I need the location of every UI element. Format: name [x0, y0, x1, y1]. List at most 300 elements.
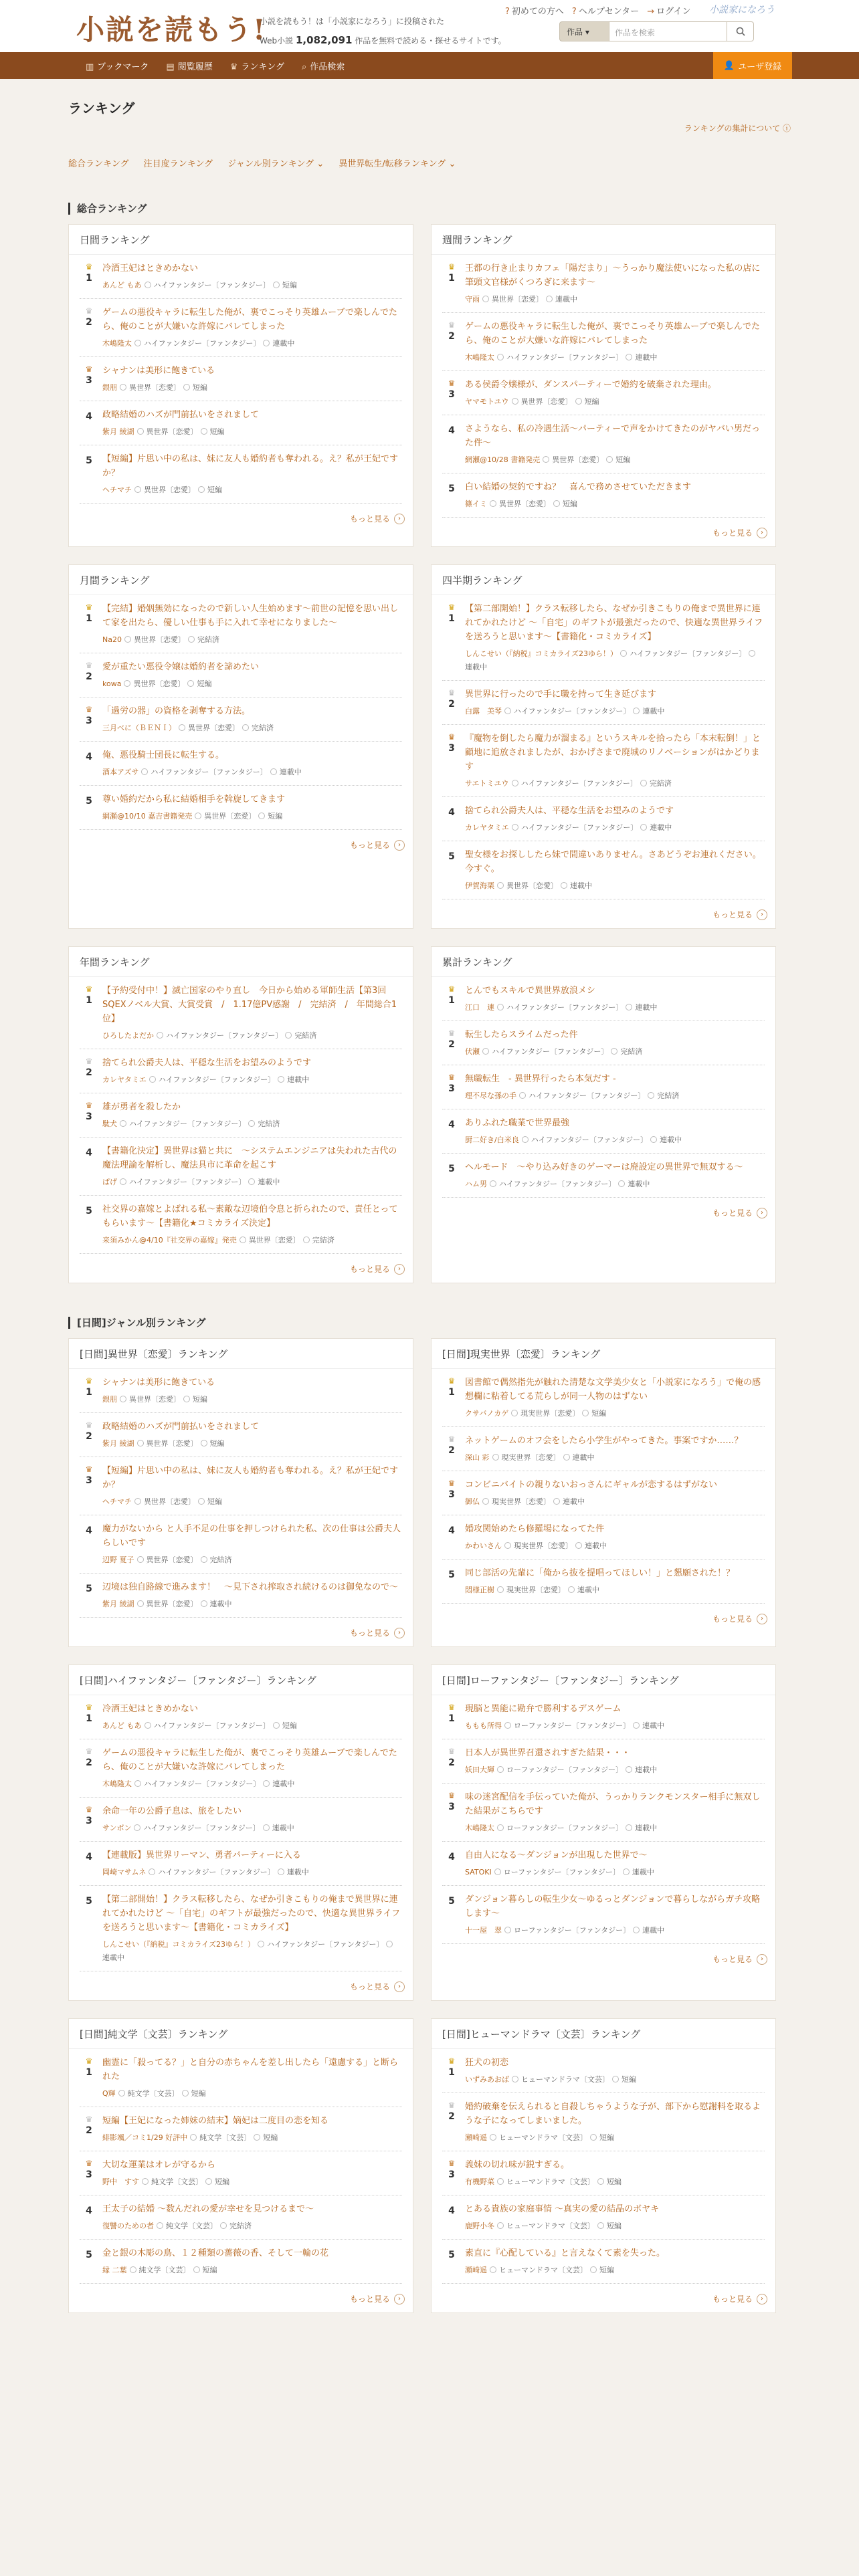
- help-link[interactable]: ? ヘルプセンター: [571, 7, 640, 17]
- novel-title-link[interactable]: ゲームの悪役キャラに転生した俺が、裏でこっそり英雄ムーブで楽しんでたら、俺のことが大嫌いな許嫁にバレてしまった: [102, 308, 397, 332]
- genre-icon: [118, 2090, 125, 2097]
- author-link[interactable]: 守雨: [465, 295, 480, 304]
- genre-label: 異世界〔恋愛〕: [144, 486, 195, 494]
- rank-number: 5: [86, 1584, 92, 1594]
- ranking-item: [442, 1515, 765, 1560]
- novel-title-link[interactable]: ある侯爵令嬢様が、ダンスパーティーで婚約を破棄された理由。: [465, 380, 717, 390]
- genre-label: 純文学〔文芸〕: [151, 2177, 203, 2186]
- author-link[interactable]: 厨二好き/白米良: [465, 1136, 519, 1144]
- novel-title-link[interactable]: とある貴族の家庭事情 〜真実の愛の結晶のボヤキ: [465, 2204, 660, 2214]
- genre-icon: [157, 1032, 163, 1039]
- novel-title-link[interactable]: 味の迷宮配信を手伝っていた俺が、うっかりランクモンスター相手に無双した結果がこちらです: [465, 1792, 761, 1816]
- nav-bookmark[interactable]: ▥ ブックマーク: [86, 62, 149, 72]
- novel-meta: [465, 880, 765, 891]
- novel-title-link[interactable]: 雄が勇者を殺したか: [102, 1102, 181, 1112]
- author-link[interactable]: 理不尽な孫の手: [465, 1091, 516, 1100]
- rank-badge: [80, 748, 98, 777]
- tab-genre[interactable]: ジャンル別ランキング ⌄: [227, 159, 324, 169]
- genre-label: ハイファンタジー〔ファンタジー〕: [166, 1031, 283, 1040]
- narou-brand-link[interactable]: 小説家になろう: [709, 5, 775, 15]
- status-label: 連載中: [577, 1586, 599, 1594]
- novel-title-link[interactable]: 日本人が異世界召還されすぎた結果・・・: [465, 1748, 631, 1758]
- ranking-item: [442, 2151, 765, 2195]
- history-icon: ▤: [166, 62, 175, 72]
- ranking-card: [431, 946, 776, 1283]
- author-link[interactable]: 伏瀬: [465, 1047, 480, 1056]
- author-link[interactable]: 網瀬@10/28 書籍発売: [465, 455, 541, 464]
- more-link[interactable]: もっと見る ›: [69, 1618, 413, 1646]
- status-label: 短編: [193, 383, 207, 392]
- novel-title-link[interactable]: 【第二部開始！】クラス転移したら、なぜか引きこもりの俺まで異世界に連れてかれたけど 〜「自宅」のギフトが最強だったので、快適な異世界ライフを送ろうと思います〜【書籍化・コミカライズ】: [102, 1895, 401, 1933]
- chevron-down-icon: ⌄: [448, 159, 456, 169]
- author-link[interactable]: いずみあおば: [465, 2075, 509, 2084]
- genre-label: ハイファンタジー〔ファンタジー〕: [153, 1721, 270, 1730]
- novel-meta: [102, 1394, 402, 1404]
- author-link[interactable]: あんど もあ: [102, 1721, 142, 1730]
- beginner-link[interactable]: ? 初めての方へ: [505, 7, 564, 17]
- site-header: [0, 0, 859, 52]
- novel-title-link[interactable]: ありふれた職業で世界最強: [465, 1118, 570, 1128]
- rank-number: 2: [86, 671, 92, 682]
- author-link[interactable]: 伊賀海栗: [465, 881, 494, 890]
- author-link[interactable]: ぱげ: [102, 1178, 117, 1186]
- novel-title-link[interactable]: 大切な運業はオレが守るから: [102, 2160, 216, 2170]
- genre-label: ハイファンタジー〔ファンタジー〕: [520, 779, 638, 788]
- author-link[interactable]: かわいさん: [465, 1541, 502, 1550]
- rank-badge: [80, 602, 98, 645]
- rank-badge: [80, 1580, 98, 1609]
- ranking-item: [80, 1457, 402, 1515]
- novel-title-link[interactable]: 幽霊に「殺ってる？」と自分の赤ちゃんを差し出したら「遠慮する」と断られた: [102, 2058, 399, 2082]
- rank-number: 5: [86, 796, 92, 807]
- genre-label: 異世界〔恋愛〕: [552, 455, 604, 464]
- status-label: 短編: [215, 2177, 230, 2186]
- novel-title-link[interactable]: 同じ部活の先輩に「俺から抜を提唱ってほしい！」と懇願された！？: [465, 1568, 735, 1578]
- novel-title-link[interactable]: 余命一年の公爵子息は、旅をしたい: [102, 1806, 242, 1816]
- card-title: [日間]ハイファンタジー〔ファンタジー〕ランキング: [69, 1665, 413, 1695]
- status-label: 短編: [191, 2089, 206, 2098]
- status-label: 連載中: [635, 1824, 658, 1832]
- login-icon: →: [647, 7, 655, 17]
- rank-badge: [80, 364, 98, 393]
- rank-badge: [442, 378, 461, 407]
- author-link[interactable]: 鹿野小冬: [465, 2222, 494, 2230]
- chevron-right-icon: ›: [757, 528, 767, 538]
- author-link[interactable]: ヘチマチ: [102, 1497, 132, 1506]
- genre-icon: [120, 384, 126, 391]
- rank-badge: [80, 1464, 98, 1507]
- genre-icon: [504, 1927, 511, 1933]
- rank-badge: [442, 2202, 461, 2231]
- rank-number: 4: [448, 425, 455, 436]
- status-label: 連載中: [660, 1136, 682, 1144]
- rank-number: 4: [86, 411, 92, 422]
- novel-meta: [465, 1540, 765, 1551]
- status-label: 連載中: [272, 1824, 294, 1832]
- author-link[interactable]: 紫月 綾湖: [102, 1600, 134, 1608]
- more-link[interactable]: もっと見る ›: [432, 518, 775, 546]
- novel-title-link[interactable]: 俺、悪役騎士団長に転生する。: [102, 750, 225, 760]
- rank-number: 2: [86, 317, 92, 328]
- chevron-right-icon: ›: [757, 1208, 767, 1218]
- search-type-select[interactable]: 作品 ▾: [559, 21, 609, 41]
- author-link[interactable]: 木嶋隆太: [465, 1824, 494, 1832]
- tab-attention[interactable]: 注目度ランキング: [143, 159, 213, 169]
- register-button[interactable]: 👤 ユーザ登録: [713, 52, 792, 79]
- novel-meta: [102, 2220, 402, 2231]
- novel-title-link[interactable]: さようなら、私の冷遇生活〜パーティーで声をかけてきたのがヤバい男だった件〜: [465, 424, 760, 448]
- status-icon: [561, 882, 567, 889]
- novel-title-link[interactable]: ダンジョン暮らしの転生少女〜ゆるっとダンジョンで暮らしながらガチ攻略します〜: [465, 1895, 761, 1919]
- novel-title-link[interactable]: 婚攻関始めたら修羅場になってた件: [465, 1524, 605, 1534]
- novel-meta: [102, 811, 402, 821]
- nav-search[interactable]: ⌕ 作品検索: [301, 62, 345, 72]
- card-title: [日間]純文学〔文芸〕ランキング: [69, 2019, 413, 2049]
- rank-badge: [442, 804, 461, 833]
- nav-ranking[interactable]: ♛ ランキング: [229, 62, 284, 72]
- status-icon: [242, 724, 249, 731]
- author-link[interactable]: 来須みかん@4/10『社交界の嘉嫁』発売: [102, 1236, 237, 1245]
- novel-meta: [102, 1438, 402, 1448]
- novel-title-link[interactable]: 【書籍化決定】異世界は猫と共に 〜システムエンジニアは失われた古代の魔法理論を解析し、魔法具市に革命を起こす: [102, 1146, 397, 1170]
- genre-label: 異世界〔恋愛〕: [188, 724, 240, 732]
- status-icon: [220, 2222, 227, 2229]
- novel-title-link[interactable]: シャナンは美形に飽きている: [102, 1378, 215, 1388]
- genre-label: ハイファンタジー〔ファンタジー〕: [144, 1780, 261, 1788]
- genre-icon: [149, 1076, 156, 1083]
- author-link[interactable]: Na20: [102, 635, 122, 644]
- author-link[interactable]: Q輝: [102, 2089, 116, 2098]
- genre-label: 純文学〔文芸〕: [199, 2133, 252, 2142]
- status-label: 短編: [193, 1395, 207, 1404]
- author-link[interactable]: 紫月 綾湖: [102, 1439, 134, 1448]
- rank-badge: [80, 1522, 98, 1565]
- author-link[interactable]: ハム男: [465, 1180, 487, 1188]
- status-label: 短編: [599, 2266, 614, 2274]
- author-link[interactable]: 妖田大輝: [465, 1765, 494, 1774]
- novel-title-link[interactable]: シャナンは美形に飽きている: [102, 366, 215, 376]
- genre-label: ヒューマンドラマ〔文芸〕: [506, 2222, 595, 2230]
- about-ranking-link[interactable]: ランキングの集計について ⓘ: [684, 124, 791, 133]
- novel-title-link[interactable]: 自由人になる〜ダンジョンが出現した世界で〜: [465, 1850, 648, 1860]
- author-link[interactable]: 銀朋: [102, 383, 117, 392]
- author-link[interactable]: あんど もあ: [102, 281, 142, 290]
- ranking-item: [442, 1842, 765, 1886]
- author-link[interactable]: カレヤタミエ: [465, 823, 509, 832]
- ranking-card: [68, 1338, 413, 1647]
- novel-title-link[interactable]: 白い結婚の契約ですね？ 喜んで務めさせていただきます: [465, 482, 692, 492]
- more-link[interactable]: もっと見る ›: [69, 504, 413, 532]
- rank-badge: [80, 2158, 98, 2187]
- novel-title-link[interactable]: 金と銀の木彫の鳥、１２種類の薔薇の香、そして一輪の花: [102, 2248, 329, 2258]
- rank-number: 4: [448, 1525, 455, 1536]
- author-link[interactable]: ヘチマチ: [102, 486, 132, 494]
- novel-title-link[interactable]: 捨てられ公爵夫人は、平穏な生活をお望みのようです: [465, 806, 674, 816]
- card-title: 週間ランキング: [432, 225, 775, 255]
- status-label: 完結済: [657, 1091, 680, 1100]
- novel-meta: [465, 1178, 765, 1189]
- genre-icon: [134, 486, 141, 493]
- author-link[interactable]: 三月べに（ＢＥＮＩ）: [102, 724, 176, 732]
- more-link[interactable]: もっと見る ›: [432, 1198, 775, 1226]
- rank-number: 4: [448, 807, 455, 818]
- author-link[interactable]: 緋影颯／コミ1/29 好評中: [102, 2133, 188, 2142]
- genre-label: 現実世界〔恋愛〕: [501, 1453, 561, 1462]
- author-link[interactable]: 紫月 綾湖: [102, 427, 134, 436]
- novel-title-link[interactable]: 短編【王妃になった姉妹の結末】嫡妃は二度目の恋を知る: [102, 2116, 329, 2126]
- novel-title-link[interactable]: 【完結】婚姻無効になったので新しい人生始めます〜前世の記憶を思い出して家を出たら、優しい仕事も手に入れて幸せになりました〜: [102, 604, 399, 628]
- rank-badge: [442, 1072, 461, 1101]
- author-link[interactable]: クサバノカゲ: [465, 1409, 509, 1418]
- novel-title-link[interactable]: ゲームの悪役キャラに転生した俺が、裏でこっそり英雄ムーブで楽しんでたら、俺のことが大嫌いな許嫁にバレてしまった: [465, 322, 760, 346]
- novel-title-link[interactable]: 転生したらスライムだった件: [465, 1030, 578, 1040]
- ranking-item: [80, 977, 402, 1049]
- genre-label: 異世界〔恋愛〕: [146, 1600, 198, 1608]
- crown-icon: ♛: [448, 1029, 456, 1038]
- author-link[interactable]: 篠イミ: [465, 500, 487, 508]
- author-link[interactable]: 駄犬: [102, 1119, 117, 1128]
- author-link[interactable]: 木嶋隆太: [102, 339, 132, 348]
- author-link[interactable]: 十一屋 翠: [465, 1926, 502, 1935]
- author-link[interactable]: しんこせい（『納税』コミカライズ23ゆら！）: [465, 649, 618, 658]
- genre-label: 異世界〔恋愛〕: [146, 1439, 198, 1448]
- genre-label: 純文学〔文芸〕: [166, 2222, 217, 2230]
- author-link[interactable]: 網瀬@10/10 嘉吉書籍発売: [102, 812, 193, 821]
- genre-label: 異世界〔恋愛〕: [506, 881, 558, 890]
- user-icon: 👤: [723, 60, 735, 71]
- novel-title-link[interactable]: 聖女様をお探ししたら妹で間違いありません。さあどうぞお連れください。今すぐ。: [465, 850, 761, 874]
- ranking-item: [442, 2240, 765, 2284]
- novel-title-link[interactable]: ヘルモード 〜やり込み好きのゲーマーは廃設定の異世界で無双する〜: [465, 1162, 743, 1172]
- rank-number: 4: [86, 1148, 92, 1158]
- novel-title-link[interactable]: 「過労の器」の資格を剥奪する方法。: [102, 706, 251, 716]
- chevron-right-icon: ›: [394, 840, 405, 851]
- genre-icon: [149, 1868, 155, 1875]
- novel-title-link[interactable]: 社交界の嘉嫁とよばれる私〜素敵な辺境伯令息と折られたので、責任とってもらいます〜【書籍化★コミカライズ決定】: [102, 1204, 398, 1228]
- more-link[interactable]: もっと見る ›: [432, 1604, 775, 1632]
- author-link[interactable]: 木嶋隆太: [465, 353, 494, 362]
- status-icon: [201, 1600, 207, 1607]
- novel-title-link[interactable]: 現脳と異能に勘弁で勝利するデスゲーム: [465, 1704, 622, 1714]
- novel-title-link[interactable]: ゲームの悪役キャラに転生した俺が、裏でこっそり英雄ムーブで楽しんでたら、俺のことが大嫌いな許嫁にバレてしまった: [102, 1748, 397, 1772]
- novel-title-link[interactable]: コンビニバイトの親りないおっさんにギャルが恋するはずがない: [465, 1480, 718, 1490]
- more-link[interactable]: もっと見る ›: [432, 899, 775, 928]
- search-button[interactable]: [727, 21, 754, 41]
- more-link[interactable]: もっと見る ›: [432, 1944, 775, 1973]
- novel-title-link[interactable]: 素直に『心配している』と言えなくて素を失った。: [465, 2248, 666, 2258]
- genre-label: ローファンタジー〔ファンタジー〕: [514, 1721, 631, 1730]
- rank-number: 4: [448, 1852, 455, 1862]
- author-link[interactable]: 木嶋隆太: [102, 1780, 132, 1788]
- author-link[interactable]: サンボン: [102, 1824, 132, 1832]
- author-link[interactable]: 瀬崎遥: [465, 2266, 487, 2274]
- rank-badge: [80, 660, 98, 689]
- author-link[interactable]: 江口 連: [465, 1003, 494, 1012]
- author-link[interactable]: SATOKI: [465, 1867, 492, 1876]
- rank-badge: [442, 602, 461, 672]
- author-link[interactable]: 白露 美琴: [465, 707, 502, 716]
- more-link[interactable]: もっと見る ›: [69, 1971, 413, 2000]
- status-icon: [626, 1004, 632, 1010]
- novel-meta: [465, 1046, 765, 1057]
- ranking-card: [431, 564, 776, 929]
- novel-title-link[interactable]: 王太子の結婚 〜数んだれの愛が幸せを見つけるまで〜: [102, 2204, 314, 2214]
- rank-number: 1: [448, 613, 455, 624]
- ranking-item: [442, 595, 765, 681]
- novel-title-link[interactable]: 【予約受付中！】滅亡国家のやり直し 今日から始める軍師生活【第3回SQEXノベル大賞、大賞受賞 / 1.17億PV感謝 / 完結済 / 年間総合1位】: [102, 986, 397, 1024]
- status-icon: [263, 1824, 270, 1831]
- site-logo[interactable]: 小説を読もう!: [76, 13, 267, 46]
- ranking-item: [442, 1065, 765, 1109]
- more-link[interactable]: もっと見る ›: [69, 830, 413, 859]
- novel-title-link[interactable]: 異世界に行ったので手に職を持って生き延びます: [465, 689, 657, 700]
- ranking-item: [442, 977, 765, 1021]
- search-input[interactable]: 作品を検索: [609, 21, 727, 41]
- novel-title-link[interactable]: ネットゲームのオフ会をしたら小学生がやってきた。事案ですか……？: [465, 1436, 743, 1446]
- login-link[interactable]: → ログイン: [647, 7, 691, 17]
- author-link[interactable]: 野中 すす: [102, 2177, 140, 2186]
- novel-meta: [465, 2074, 765, 2084]
- ranking-item: [442, 2049, 765, 2093]
- author-link[interactable]: サエトミユウ: [465, 779, 509, 788]
- novel-title-link[interactable]: 狂犬の初恋: [465, 2058, 509, 2068]
- novel-title-link[interactable]: 【短編】片思い中の私は、妹に友人も婚約者も奪われる。え？私が王妃ですか？: [102, 454, 399, 478]
- crown-icon: ♛: [448, 1747, 456, 1756]
- genre-icon: [490, 2266, 496, 2273]
- genre-icon: [512, 824, 518, 831]
- more-link[interactable]: もっと見る ›: [69, 1254, 413, 1283]
- author-link[interactable]: 復讐のための者: [102, 2222, 154, 2230]
- novel-meta: [102, 1778, 402, 1789]
- author-link[interactable]: 悶様正樹: [465, 1586, 494, 1594]
- novel-title-link[interactable]: 【第二部開始！】クラス転移したら、なぜか引きこもりの俺まで異世界に連れてかれたけど 〜「自宅」のギフトが最強だったので、快適な異世界ライフを送ろうと思います〜【書籍化・コミカライズ】: [465, 604, 763, 642]
- novel-meta: [465, 352, 765, 362]
- rank-badge: [442, 687, 461, 716]
- author-link[interactable]: 酒本アズサ: [102, 768, 139, 776]
- author-link[interactable]: しんこせい（『納税』コミカライズ23ゆら！）: [102, 1940, 256, 1949]
- genre-label: 異世界〔恋愛〕: [129, 383, 181, 392]
- genre-label: ハイファンタジー〔ファンタジー〕: [492, 1047, 609, 1056]
- card-title: [日間]異世界〔恋愛〕ランキング: [69, 1339, 413, 1369]
- novel-meta: [102, 280, 402, 290]
- rank-badge: [80, 408, 98, 437]
- author-link[interactable]: ももも所得: [465, 1721, 502, 1730]
- status-label: 連載中: [632, 1868, 654, 1876]
- ranking-list: [432, 2049, 775, 2284]
- status-label: 短編: [202, 2266, 217, 2274]
- novel-title-link[interactable]: 愛が重たい悪役令嬢は婚約者を諦めたい: [102, 662, 260, 672]
- ranking-list: [69, 595, 413, 830]
- genre-label: ローファンタジー〔ファンタジー〕: [503, 1868, 620, 1876]
- tab-overall[interactable]: 総合ランキング: [68, 159, 129, 169]
- genre-icon: [482, 1498, 489, 1505]
- status-icon: [606, 456, 613, 463]
- author-link[interactable]: ひろしたよだか: [102, 1031, 154, 1040]
- novel-title-link[interactable]: とんでもスキルで異世界放浪メシ: [465, 986, 595, 996]
- novel-title-link[interactable]: 【連載版】異世界リーマン、勇者パーティーに入る: [102, 1850, 301, 1860]
- rank-number: 2: [86, 2125, 92, 2136]
- rank-number: 3: [86, 716, 92, 726]
- status-icon: [612, 2076, 619, 2082]
- status-icon: [183, 384, 190, 391]
- author-link[interactable]: 御仏: [465, 1497, 480, 1506]
- novel-title-link[interactable]: 無職転生 - 異世界行ったら本気だす -: [465, 1074, 616, 1084]
- author-link[interactable]: 縁 二葉: [102, 2266, 127, 2274]
- novel-title-link[interactable]: 尊い婚約だから私に結婚相手を斡旋してきます: [102, 794, 286, 804]
- genre-label: 異世界〔恋愛〕: [492, 295, 543, 304]
- author-link[interactable]: 銀朋: [102, 1395, 117, 1404]
- genre-icon: [490, 2134, 496, 2141]
- nav-history[interactable]: ▤ 閲覧履歴: [166, 62, 213, 72]
- novel-title-link[interactable]: 冷酒王妃はときめかない: [102, 263, 199, 274]
- novel-title-link[interactable]: 図書館で偶然指先が触れた清楚な文学美少女と「小説家になろう」で俺の感想欄に粘着してる荒らしが同一人物のはずない: [465, 1378, 761, 1402]
- genre-label: ローファンタジー〔ファンタジー〕: [514, 1926, 631, 1935]
- ranking-item: [442, 371, 765, 415]
- crown-icon: ♛: [85, 1747, 93, 1756]
- ranking-item: [80, 1695, 402, 1739]
- novel-title-link[interactable]: 婚約破棄を伝えられると自殺しちゃうような子が、部下から慰謝料を取るような子になってしまいました。: [465, 2102, 761, 2126]
- novel-meta: [465, 1090, 765, 1101]
- status-icon: [563, 1454, 570, 1461]
- novel-title-link[interactable]: 【短編】片思い中の私は、妹に友人も婚約者も奪われる。え？私が王妃ですか？: [102, 1466, 399, 1490]
- ranking-item: [442, 1560, 765, 1604]
- rank-number: 1: [448, 1387, 455, 1398]
- novel-title-link[interactable]: 冷酒王妃はときめかない: [102, 1704, 199, 1714]
- rank-number: 1: [448, 273, 455, 284]
- rank-number: 3: [86, 375, 92, 386]
- novel-title-link[interactable]: 捨てられ公爵夫人は、平穏な生活をお望みのようです: [102, 1058, 312, 1068]
- author-link[interactable]: 辺野 夏子: [102, 1555, 134, 1564]
- more-link[interactable]: もっと見る ›: [69, 2284, 413, 2313]
- rank-badge: [80, 306, 98, 348]
- ranking-item: [442, 797, 765, 841]
- status-icon: [626, 1766, 632, 1773]
- ranking-item: [80, 401, 402, 445]
- tab-isekai[interactable]: 異世界転生/転移ランキング ⌄: [339, 159, 456, 169]
- more-link[interactable]: もっと見る ›: [432, 2284, 775, 2313]
- crown-icon: ♛: [448, 2056, 456, 2066]
- rank-badge: [80, 1893, 98, 1963]
- site-tagline: 小説を読もう！は「小説家になろう」に投稿された Web小説 1,082,091 作品を無料で読める・探せるサイトです。: [260, 17, 506, 46]
- novel-title-link[interactable]: 政略結婚のハズが門前払いをされまして: [102, 410, 260, 420]
- author-link[interactable]: 岡崎マサムネ: [102, 1868, 147, 1876]
- ranking-item: [442, 313, 765, 371]
- author-link[interactable]: カレヤタミエ: [102, 1075, 147, 1084]
- novel-title-link[interactable]: 『魔物を倒したら魔力が溜まる』というスキルを拾ったら「本末転倒！」と顧地に追放されましたが、おかげさまで廃城のリノベーションがはかどります: [465, 734, 761, 772]
- novel-title-link[interactable]: 魔力がないから と人手不足の仕事を押しつけられた私、次の仕事は公爵夫人らしいです: [102, 1524, 401, 1548]
- author-link[interactable]: 深山 彩: [465, 1453, 490, 1462]
- novel-title-link[interactable]: 王都の行き止まりカフェ「陽だまり」〜うっかり魔法使いになった私の店に筆頭文官様がくつろぎに来ます〜: [465, 263, 761, 288]
- novel-title-link[interactable]: 辺境は独自路線で進みます！ 〜見下され搾取され続けるのは御免なので〜: [102, 1582, 399, 1592]
- ranking-item: [442, 1369, 765, 1427]
- novel-title-link[interactable]: 義妹の切れ味が鋭すぎる。: [465, 2160, 570, 2170]
- author-link[interactable]: 有機野菜: [465, 2177, 494, 2186]
- novel-title-link[interactable]: 政略結婚のハズが門前払いをされまして: [102, 1422, 260, 1432]
- genre-label: ローファンタジー〔ファンタジー〕: [506, 1824, 624, 1832]
- ranking-item: [442, 1021, 765, 1065]
- author-link[interactable]: 瀬崎遥: [465, 2133, 487, 2142]
- ranking-item: [80, 595, 402, 653]
- author-link[interactable]: kowa: [102, 679, 122, 688]
- status-icon: [183, 1396, 190, 1402]
- status-label: 完結済: [258, 1119, 280, 1128]
- genre-icon: [512, 780, 518, 786]
- genre-label: 現実世界〔恋愛〕: [514, 1541, 573, 1550]
- author-link[interactable]: ヤマモトユウ: [465, 397, 509, 406]
- status-label: 短編: [282, 281, 297, 290]
- status-label: 連載中: [628, 1180, 650, 1188]
- status-icon: [201, 428, 207, 435]
